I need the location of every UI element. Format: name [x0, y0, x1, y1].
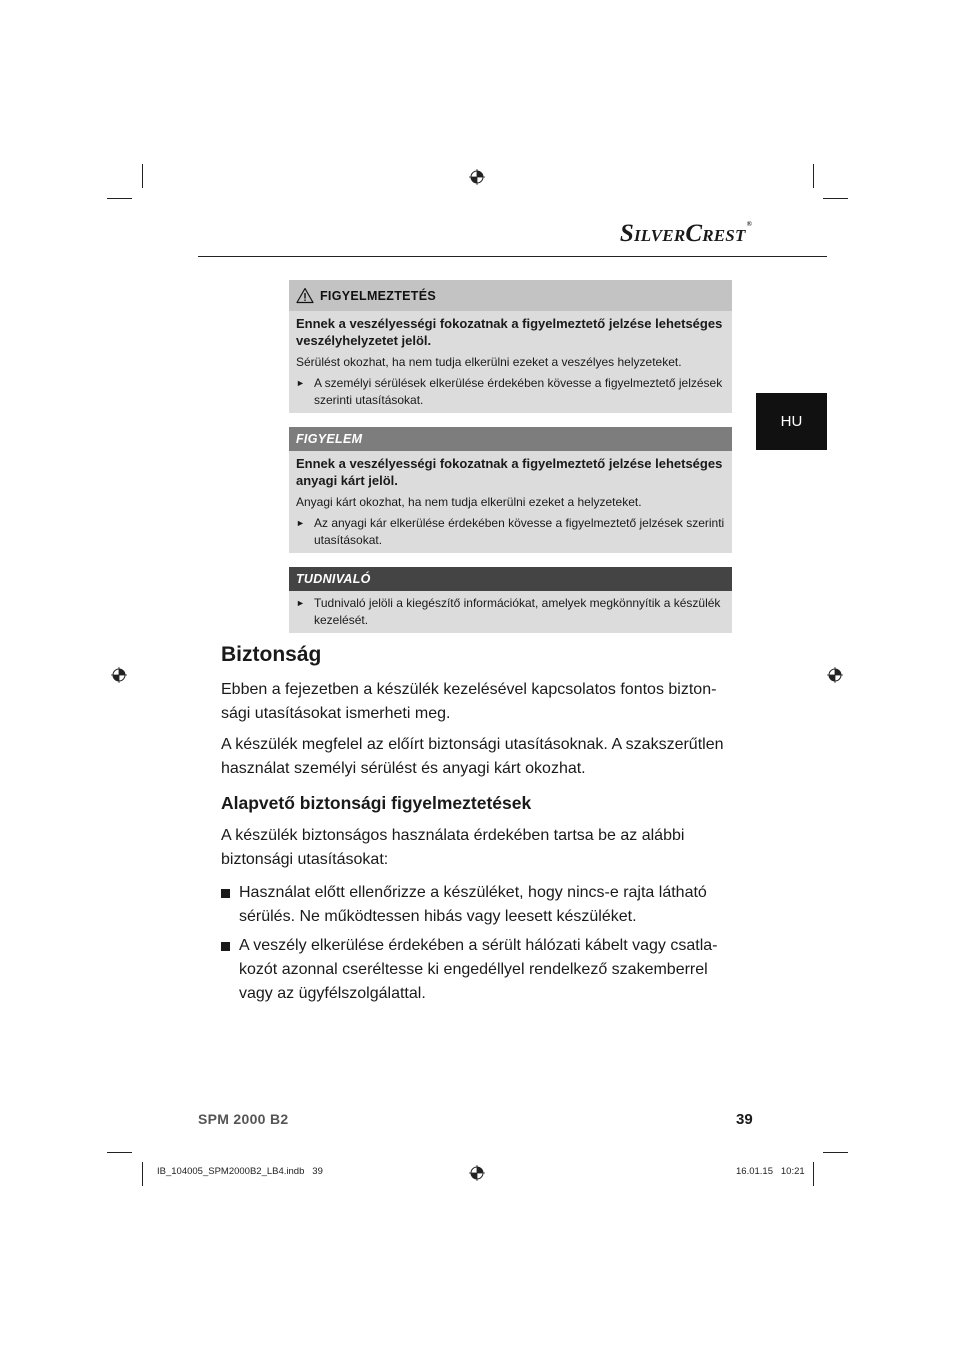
- square-bullet-icon: [221, 934, 239, 1006]
- note-box-item-text: Tudnivaló jelöli a kiegészítő információkat, amelyek megkönnyítik a készülék kezelését.: [314, 596, 721, 627]
- list-item: [221, 934, 741, 1006]
- list-item-text: Használat előtt ellenőrizze a készüléket, hogy nincs-e rajta látható sérülés. Ne működtessen hibás vagy leesett készüléket.: [239, 884, 707, 925]
- note-box-body: [289, 591, 732, 635]
- note-box-title: TUDNIVALÓ: [296, 572, 371, 586]
- note-box-item: [296, 595, 725, 629]
- logo-text: REST: [702, 226, 746, 245]
- attention-box-item-text: Az anyagi kár elkerülése érdekében kövesse a figyelmeztető jelzések szerinti utasításokat.: [314, 516, 725, 547]
- warning-box: [289, 280, 732, 413]
- logo-text: ILVER: [633, 226, 686, 245]
- crop-mark: [142, 164, 143, 188]
- square-bullet-icon: [221, 881, 239, 929]
- crop-mark: [813, 1162, 814, 1186]
- attention-box-body: [289, 451, 732, 555]
- print-slug-file: IB_104005_SPM2000B2_LB4.indb 39: [157, 1166, 323, 1177]
- crop-mark: [813, 164, 814, 188]
- attention-box-title: FIGYELEM: [296, 432, 363, 446]
- warning-triangle-icon: [296, 287, 314, 304]
- warning-box-body: [289, 311, 732, 415]
- warning-box-item: [296, 375, 725, 409]
- note-box: [289, 567, 732, 633]
- print-slug-date: 16.01.15 10:21: [736, 1166, 805, 1177]
- crop-mark: [823, 198, 848, 199]
- logo-letter: S: [619, 220, 634, 247]
- warning-box-lead: Ennek a veszélyességi fokozatnak a figyelmeztető jelzése lehetséges veszélyhelyzetet jelöl.: [296, 316, 723, 348]
- registration-mark-icon: [469, 1165, 485, 1181]
- crop-mark: [107, 198, 132, 199]
- warning-box-title: FIGYELMEZTETÉS: [320, 288, 437, 303]
- attention-box: [289, 427, 732, 553]
- section-title: Biztonság: [221, 643, 322, 666]
- arrow-right-icon: ►: [296, 378, 305, 388]
- arrow-right-icon: ►: [296, 518, 305, 528]
- crop-mark: [823, 1152, 848, 1153]
- arrow-right-icon: ►: [296, 598, 305, 608]
- model-number: SPM 2000 B2: [198, 1111, 289, 1127]
- page-number: 39: [736, 1111, 753, 1128]
- intro-paragraph: Ebben a fejezetben a készülék kezelésével kapcsolatos fontos bizton-sági utasításokat ismerheti meg.: [221, 681, 717, 722]
- crop-mark: [142, 1162, 143, 1186]
- logo-letter: C: [685, 220, 703, 247]
- list-item-text: A veszély elkerülése érdekében a sérült hálózati kábelt vagy csatla-kozót azonnal cseréltesse ki engedéllyel rendelkező szakemberrel vagy az ügyfélszolgálattal.: [239, 937, 718, 1002]
- brand-logo: [620, 220, 752, 248]
- language-tab: HU: [756, 393, 827, 450]
- attention-box-text: Anyagi kárt okozhat, ha nem tudja elkerülni ezeket a helyzeteket.: [296, 495, 642, 509]
- header-rule: [198, 256, 827, 257]
- logo-registered: ®: [746, 220, 752, 228]
- crop-mark: [107, 1152, 132, 1153]
- list-item: [221, 881, 741, 929]
- warning-box-item-text: A személyi sérülések elkerülése érdekében kövesse a figyelmeztető jelzések szerinti utasításokat.: [314, 376, 723, 407]
- registration-mark-icon: [827, 667, 843, 683]
- note-box-header: [289, 567, 732, 591]
- registration-mark-icon: [111, 667, 127, 683]
- warning-box-text: Sérülést okozhat, ha nem tudja elkerülni ezeket a veszélyes helyzeteket.: [296, 355, 682, 369]
- compliance-paragraph: A készülék megfelel az előírt biztonsági utasításoknak. A szakszerűtlen használat személyi sérülést és anyagi kárt okozhat.: [221, 736, 724, 777]
- attention-box-lead: Ennek a veszélyességi fokozatnak a figyelmeztető jelzése lehetséges anyagi kárt jelöl.: [296, 456, 723, 488]
- attention-box-item: [296, 515, 725, 549]
- subsection-title: Alapvető biztonsági figyelmeztetések: [221, 793, 532, 813]
- instructions-paragraph: A készülék biztonságos használata érdekében tartsa be az alábbi biztonsági utasításokat:: [221, 827, 685, 868]
- attention-box-header: [289, 427, 732, 451]
- warning-box-header: [289, 280, 732, 311]
- registration-mark-icon: [469, 169, 485, 185]
